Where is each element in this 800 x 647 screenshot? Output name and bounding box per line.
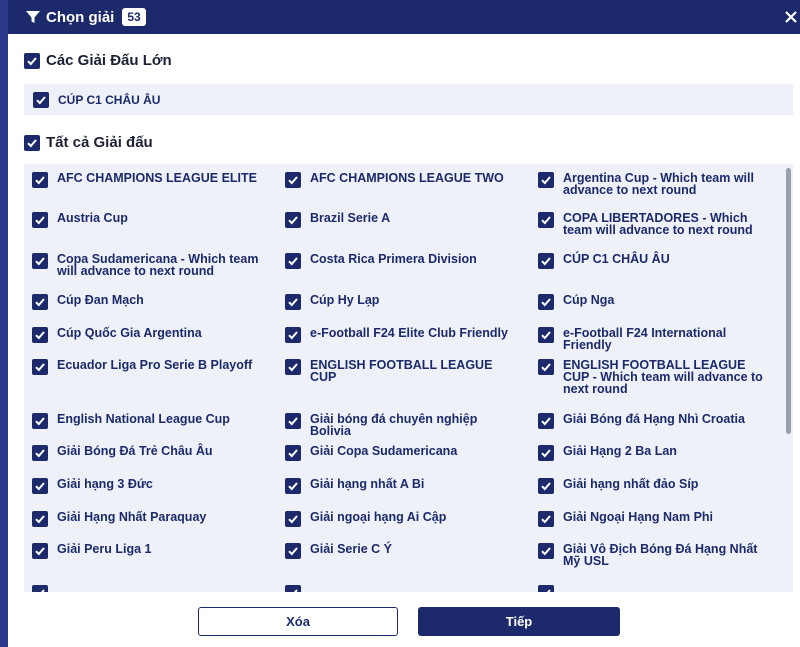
checkmark-icon[interactable] — [32, 294, 48, 310]
league-item[interactable] — [32, 172, 265, 188]
league-item[interactable] — [538, 478, 771, 494]
league-label: Giải Bóng Đá Trẻ Châu Âu — [57, 444, 213, 458]
league-item[interactable] — [32, 212, 265, 228]
filter-icon — [24, 8, 42, 26]
checkmark-icon[interactable] — [538, 585, 554, 592]
league-label: Giải Serie C Ý — [310, 542, 392, 556]
clear-button[interactable]: Xóa — [198, 607, 398, 636]
checkmark-icon[interactable] — [538, 294, 554, 310]
league-item[interactable] — [538, 294, 771, 310]
league-item[interactable] — [538, 172, 771, 196]
league-label: e-Football F24 International Friendly — [563, 326, 727, 352]
league-item[interactable] — [32, 511, 265, 527]
league-label: Cúp Quốc Gia Argentina — [57, 326, 202, 340]
checkmark-icon[interactable] — [32, 543, 48, 559]
checkmark-icon[interactable] — [538, 445, 554, 461]
checkmark-icon[interactable] — [538, 478, 554, 494]
checkmark-icon[interactable] — [32, 172, 48, 188]
league-label: Giải Peru Liga 1 — [57, 542, 152, 556]
checkmark-icon[interactable] — [32, 212, 48, 228]
league-label: Ecuador Liga Pro Serie B Playoff — [57, 358, 253, 372]
league-item[interactable] — [285, 327, 518, 343]
league-item[interactable] — [285, 478, 518, 494]
league-item[interactable] — [285, 543, 518, 559]
league-label: ENGLISH FOOTBALL LEAGUE CUP - Which team will advance to next round — [563, 358, 763, 396]
all-leagues-label: Tất cả Giải đấu — [46, 134, 153, 151]
background-strip — [0, 0, 8, 647]
major-leagues-label: Các Giải Đấu Lớn — [46, 52, 172, 69]
checkmark-icon[interactable] — [32, 413, 48, 429]
dialog-header — [8, 0, 800, 34]
dialog-footer — [8, 592, 800, 647]
league-item[interactable] — [538, 543, 771, 567]
checkmark-icon[interactable] — [32, 511, 48, 527]
league-label: Giải Bóng đá Hạng Nhì Croatia — [563, 412, 745, 426]
league-label: Costa Rica Primera Division — [310, 252, 477, 266]
league-item[interactable] — [285, 212, 518, 228]
close-icon[interactable] — [782, 8, 800, 26]
league-item[interactable] — [32, 445, 265, 461]
selected-count-badge: 53 — [122, 8, 145, 26]
league-label: Argentina Cup - Which team will advance to next round — [563, 171, 754, 197]
league-label: Giải Ngoại Hạng Nam Phi — [563, 510, 714, 524]
checkmark-icon[interactable] — [32, 585, 48, 592]
league-item[interactable] — [538, 445, 771, 461]
league-item[interactable] — [32, 359, 265, 375]
checkmark-icon[interactable] — [285, 294, 301, 310]
league-item[interactable] — [285, 359, 518, 383]
league-selection-dialog — [8, 0, 800, 647]
league-item[interactable] — [32, 478, 265, 494]
checkmark-icon[interactable] — [538, 413, 554, 429]
league-label: English National League Cup — [57, 412, 230, 426]
major-leagues-group-header[interactable] — [24, 52, 172, 69]
checkmark-icon[interactable] — [32, 253, 48, 269]
dialog-title: Chọn giải — [46, 8, 115, 26]
major-league-label: CÚP C1 CHÂU ÂU — [58, 92, 161, 107]
league-item[interactable] — [538, 253, 771, 269]
major-leagues-list — [24, 84, 793, 115]
league-item[interactable] — [32, 413, 265, 429]
league-label: Giải hạng nhất A Bi — [310, 477, 425, 491]
league-label: Giải Vô Địch Bóng Đá Hạng Nhất Mỹ USL — [563, 542, 758, 568]
checkmark-icon[interactable] — [285, 543, 301, 559]
league-label: Giải hạng nhất đảo Síp — [563, 477, 699, 491]
league-label: Giải Hạng 2 Ba Lan — [563, 444, 677, 458]
league-item[interactable] — [285, 511, 518, 527]
checkmark-icon[interactable] — [538, 359, 554, 375]
checkmark-icon[interactable] — [538, 172, 554, 188]
league-item[interactable] — [538, 511, 771, 527]
checkmark-icon[interactable] — [32, 327, 48, 343]
league-label: Copa Sudamericana - Which team will advance to next round — [57, 252, 259, 278]
league-label: e-Football F24 Elite Club Friendly — [310, 326, 508, 340]
checkmark-icon[interactable] — [538, 327, 554, 343]
checkmark-icon[interactable] — [32, 478, 48, 494]
league-label: Giải Hạng Nhất Paraquay — [57, 510, 207, 524]
league-label: COPA LIBERTADORES - Which team will advance to next round — [563, 211, 753, 237]
league-item[interactable] — [285, 445, 518, 461]
league-label: Cúp Hy Lạp — [310, 293, 380, 307]
league-label: Brazil Serie A — [310, 211, 391, 225]
checkmark-icon[interactable] — [24, 135, 40, 151]
league-item[interactable] — [285, 172, 518, 188]
league-item[interactable] — [285, 253, 518, 269]
league-label: Austria Cup — [57, 211, 128, 225]
league-item[interactable] — [32, 327, 265, 343]
checkmark-icon[interactable] — [24, 53, 40, 69]
league-label: Giải hạng 3 Đức — [57, 477, 153, 491]
checkmark-icon[interactable] — [33, 92, 49, 108]
league-item[interactable] — [538, 413, 771, 429]
league-item[interactable] — [285, 413, 518, 437]
checkmark-icon[interactable] — [285, 585, 301, 592]
league-item[interactable] — [538, 359, 771, 395]
checkmark-icon[interactable] — [285, 445, 301, 461]
checkmark-icon[interactable] — [285, 413, 301, 429]
league-label: CÚP C1 CHÂU ÂU — [563, 252, 670, 266]
league-label: Giải ngoại hạng Ai Cập — [310, 510, 447, 524]
checkmark-icon[interactable] — [538, 253, 554, 269]
checkmark-icon[interactable] — [538, 212, 554, 228]
checkmark-icon[interactable] — [285, 478, 301, 494]
checkmark-icon[interactable] — [285, 212, 301, 228]
league-label: Giải Copa Sudamericana — [310, 444, 458, 458]
league-item[interactable] — [538, 212, 771, 236]
checkmark-icon[interactable] — [32, 445, 48, 461]
league-item[interactable] — [32, 294, 265, 310]
next-button[interactable]: Tiếp — [418, 607, 620, 636]
league-item[interactable] — [538, 327, 771, 351]
league-label: ENGLISH FOOTBALL LEAGUE CUP — [310, 358, 493, 384]
all-leagues-list[interactable] — [24, 164, 793, 592]
checkmark-icon[interactable] — [285, 359, 301, 375]
checkmark-icon[interactable] — [285, 172, 301, 188]
league-label: Giải bóng đá chuyên nghiệp Bolivia — [310, 412, 478, 438]
league-label: Cúp Nga — [563, 293, 615, 307]
checkmark-icon[interactable] — [538, 543, 554, 559]
scrollbar[interactable] — [786, 168, 791, 434]
checkmark-icon[interactable] — [538, 511, 554, 527]
league-label: AFC CHAMPIONS LEAGUE TWO — [310, 171, 504, 185]
league-label: AFC CHAMPIONS LEAGUE ELITE — [57, 171, 258, 185]
all-leagues-group-header[interactable] — [24, 134, 153, 151]
checkmark-icon[interactable] — [285, 511, 301, 527]
league-label: Cúp Đan Mạch — [57, 293, 144, 307]
league-item[interactable] — [32, 543, 265, 559]
checkmark-icon[interactable] — [285, 253, 301, 269]
checkmark-icon[interactable] — [285, 327, 301, 343]
league-item[interactable] — [32, 253, 265, 277]
league-item[interactable] — [285, 294, 518, 310]
checkmark-icon[interactable] — [32, 359, 48, 375]
